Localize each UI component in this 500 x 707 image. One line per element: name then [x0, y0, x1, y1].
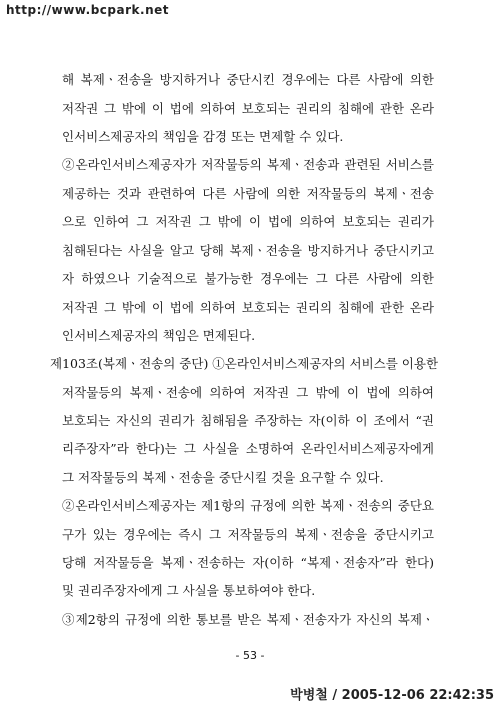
- footer-author-timestamp: 박병철 / 2005-12-06 22:42:35: [290, 688, 494, 703]
- text-line: 저작권 그 밖에 이 법에 의하여 보호되는 권리의 침해에 관한 온라: [62, 101, 434, 116]
- text-line: 및 권리주장자에게 그 사실을 통보하여야 한다.: [62, 583, 316, 598]
- watermark-url: http://www.bcpark.net: [6, 3, 169, 17]
- text-line: 당해 저작물등을 복제ㆍ전송하는 자(이하 “복제ㆍ전송자”라 한다): [62, 555, 434, 570]
- text-line: 저작물등의 복제ㆍ전송에 의하여 저작권 그 밖에 이 법에 의하여: [62, 385, 434, 400]
- text-line: ②온라인서비스제공자가 저작물등의 복제ㆍ전송과 관련된 서비스를: [62, 157, 434, 172]
- text-line: 저작권 그 밖에 이 법에 의하여 보호되는 권리의 침해에 관한 온라: [62, 300, 434, 315]
- text-line: 구가 있는 경우에는 즉시 그 저작물등의 복제ㆍ전송을 중단시키고: [62, 527, 434, 542]
- text-line: ②온라인서비스제공자는 제1항의 규정에 의한 복제ㆍ전송의 중단요: [62, 498, 434, 513]
- page-number: - 53 -: [235, 649, 265, 662]
- text-line: 자 하였으나 기술적으로 불가능한 경우에는 그 다른 사람에 의한: [62, 271, 434, 286]
- text-line: 제공하는 것과 관련하여 다른 사람에 의한 저작물등의 복제ㆍ전송: [62, 186, 434, 201]
- text-line: 인서비스제공자의 책임은 면제된다.: [62, 328, 256, 343]
- text-line: 리주장자”라 한다)는 그 사실을 소명하여 온라인서비스제공자에게: [62, 441, 434, 456]
- text-line: 침해된다는 사실을 알고 당해 복제ㆍ전송을 방지하거나 중단시키고: [62, 243, 434, 258]
- text-line: ③제2항의 규정에 의한 통보를 받은 복제ㆍ전송자가 자신의 복제ㆍ: [62, 612, 434, 627]
- article-heading-line: 제103조(복제ㆍ전송의 중단) ①온라인서비스제공자의 서비스를 이용한: [50, 356, 439, 371]
- text-line: 인서비스제공자의 책임을 감경 또는 면제할 수 있다.: [62, 129, 344, 144]
- text-line: 그 저작물등의 복제ㆍ전송을 중단시킬 것을 요구할 수 있다.: [62, 470, 384, 485]
- text-line: 보호되는 자신의 권리가 침해됨을 주장하는 자(이하 이 조에서 “권: [62, 413, 434, 428]
- text-line: 으로 인하여 그 저작권 그 밖에 이 법에 의하여 보호되는 권리가: [62, 214, 434, 229]
- text-line: 해 복제ㆍ전송을 방지하거나 중단시킨 경우에는 다른 사람에 의한: [62, 72, 434, 87]
